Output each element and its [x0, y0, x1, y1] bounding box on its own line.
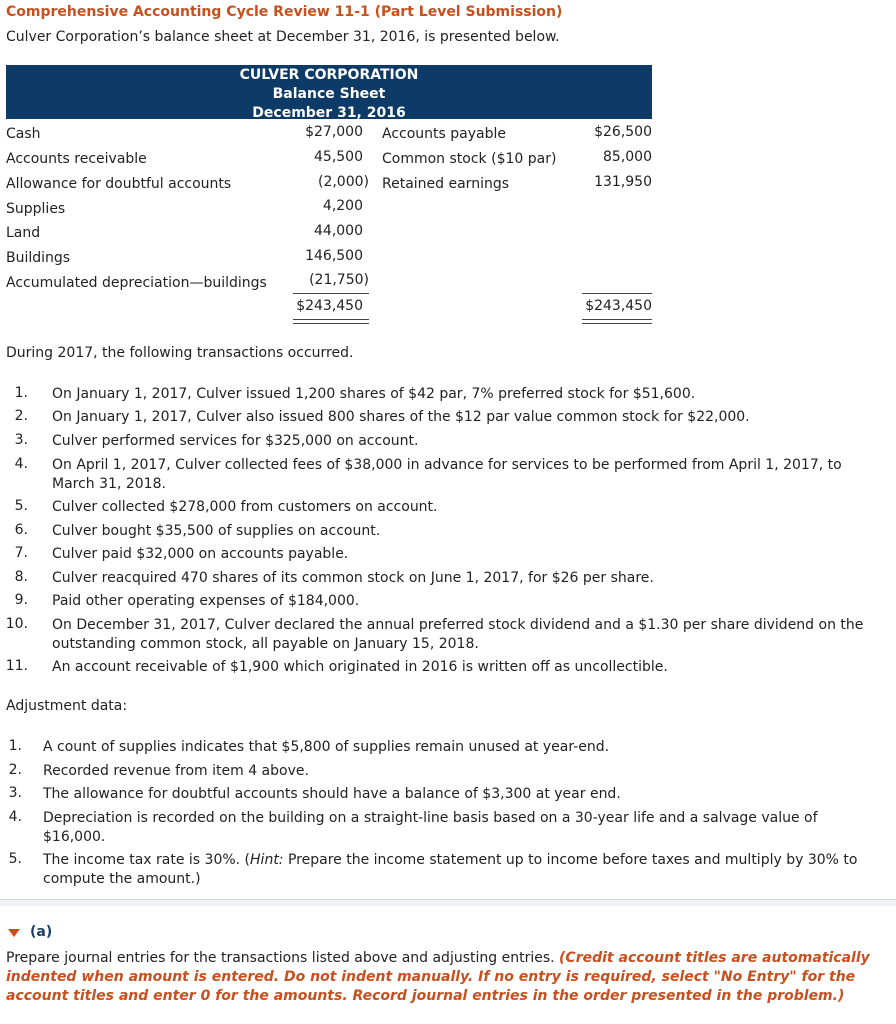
- adjustment-number: 2.: [8, 762, 22, 778]
- transaction-text: On January 1, 2017, Culver issued 1,200 shares of $42 par, 7% preferred stock for $51,600.: [52, 386, 696, 402]
- transaction-text: On December 31, 2017, Culver declared the annual preferred stock dividend and a $1.30 per share dividend on the outstanding common stock, all payable on January 15, 2018.: [52, 617, 864, 652]
- asset-label: Buildings: [6, 250, 71, 266]
- liability-label: Retained earnings: [382, 176, 510, 192]
- adjustment-text: [43, 851, 883, 889]
- transaction-text: Paid other operating expenses of $184,000.: [52, 593, 360, 609]
- transaction-number: 10.: [5, 616, 28, 632]
- asset-amount: (21,750): [309, 272, 369, 288]
- transaction-number: 5.: [14, 498, 28, 514]
- adjustment-number: 3.: [8, 785, 22, 801]
- statement-name: Balance Sheet: [272, 86, 386, 102]
- total-liabilities-equity: $243,450: [585, 298, 652, 314]
- liability-amount: 131,950: [594, 174, 652, 190]
- asset-label: Allowance for doubtful accounts: [6, 176, 232, 192]
- collapse-triangle-icon[interactable]: [8, 929, 20, 937]
- transaction-number: 8.: [14, 569, 28, 585]
- asset-amount: $27,000: [305, 124, 363, 140]
- adjustment-text: The allowance for doubtful accounts should have a balance of $3,300 at year end.: [43, 786, 621, 802]
- part-a-instructions: [6, 949, 890, 1006]
- instruction-emphasis: (Credit account titles are automatically indented when amount is entered. Do not indent manually. If no entry is required, select "No Entry" for the account titles and enter 0 for the amounts. Record journal entries in the order presented in the problem.): [6, 950, 870, 1004]
- hint-label: Hint:: [250, 852, 284, 868]
- asset-amount: (2,000): [317, 174, 369, 190]
- adjustment-number: 1.: [8, 738, 22, 754]
- instruction-text: Prepare journal entries for the transactions listed above and adjusting entries.: [6, 950, 555, 966]
- asset-label: Accounts receivable: [6, 151, 147, 167]
- transaction-text: Culver paid $32,000 on accounts payable.: [52, 546, 349, 562]
- liability-label: Accounts payable: [382, 126, 506, 142]
- adjustment-text-part: The income tax rate is 30%. (: [43, 852, 251, 868]
- asset-amount: 44,000: [314, 223, 363, 239]
- adjustment-text: Depreciation is recorded on the building on a straight-line basis based on a 30-year life and a salvage value of $16,000.: [43, 810, 818, 845]
- adjustment-text: Recorded revenue from item 4 above.: [43, 763, 309, 779]
- asset-label: Land: [6, 225, 41, 241]
- section-divider: [0, 899, 896, 906]
- transaction-number: 11.: [5, 658, 28, 674]
- subtotal-rule: [582, 293, 652, 294]
- asset-label: Cash: [6, 126, 41, 142]
- adjustment-number: 5.: [8, 851, 22, 867]
- part-a-label[interactable]: (a): [30, 924, 53, 940]
- transaction-text: On January 1, 2017, Culver also issued 800 shares of the $12 par value common stock for $22,000.: [52, 409, 750, 425]
- subtotal-rule: [293, 293, 369, 294]
- transaction-text: Culver performed services for $325,000 on account.: [52, 433, 419, 449]
- adjustment-intro: Adjustment data:: [6, 698, 128, 714]
- asset-label: Accumulated depreciation—buildings: [6, 275, 267, 291]
- transaction-number: 3.: [14, 432, 28, 448]
- statement-date: December 31, 2016: [252, 105, 406, 121]
- liability-amount: $26,500: [594, 124, 652, 140]
- adjustment-number: 4.: [8, 809, 22, 825]
- balance-sheet-header: [6, 65, 652, 119]
- transaction-text: An account receivable of $1,900 which originated in 2016 is written off as uncollectible.: [52, 659, 668, 675]
- transaction-number: 1.: [14, 385, 28, 401]
- total-double-rule: [582, 319, 652, 324]
- transactions-intro: During 2017, the following transactions occurred.: [6, 345, 354, 361]
- transaction-number: 7.: [14, 545, 28, 561]
- transaction-text: Culver collected $278,000 from customers on account.: [52, 499, 438, 515]
- asset-amount: 4,200: [322, 198, 363, 214]
- adjustment-text-part: Prepare the income statement up to income before taxes and multiply by 30% to compute the amount.): [43, 852, 858, 887]
- adjustment-text: A count of supplies indicates that $5,800 of supplies remain unused at year-end.: [43, 739, 610, 755]
- transaction-text: Culver bought $35,500 of supplies on account.: [52, 523, 381, 539]
- total-double-rule: [293, 319, 369, 324]
- transaction-text: On April 1, 2017, Culver collected fees of $38,000 in advance for services to be performed from April 1, 2017, to March 31, 2018.: [52, 457, 842, 492]
- company-name: CULVER CORPORATION: [239, 67, 419, 83]
- transaction-text: Culver reacquired 470 shares of its common stock on June 1, 2017, for $26 per share.: [52, 570, 654, 586]
- transaction-number: 9.: [14, 592, 28, 608]
- transaction-number: 6.: [14, 522, 28, 538]
- problem-intro: Culver Corporation’s balance sheet at December 31, 2016, is presented below.: [6, 29, 560, 45]
- asset-amount: 146,500: [305, 248, 363, 264]
- total-assets: $243,450: [296, 298, 363, 314]
- asset-amount: 45,500: [314, 149, 363, 165]
- liability-label: Common stock ($10 par): [382, 151, 557, 167]
- liability-amount: 85,000: [603, 149, 652, 165]
- asset-label: Supplies: [6, 201, 66, 217]
- transaction-number: 4.: [14, 456, 28, 472]
- transaction-number: 2.: [14, 408, 28, 424]
- problem-title: Comprehensive Accounting Cycle Review 11-1 (Part Level Submission): [6, 4, 563, 20]
